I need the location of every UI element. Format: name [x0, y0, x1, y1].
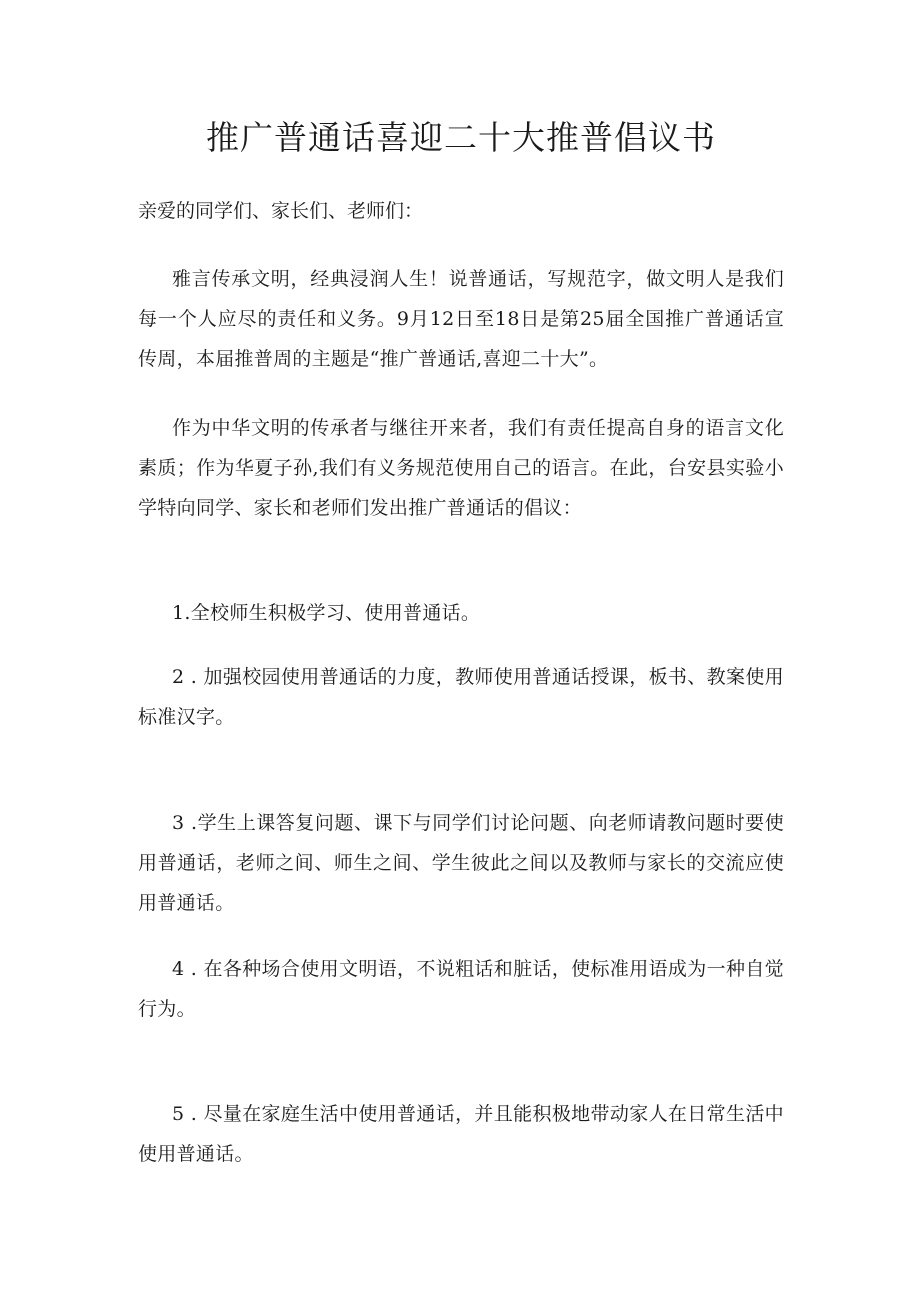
paragraph-responsibility: 作为中华文明的传承者与继往开来者，我们有责任提高自身的语言文化素质；作为华夏子孙,我们有义务规范使用自己的语言。在此，台安县实验小学特向同学、家长和老师们发出推广普通话的倡议： — [138, 417, 784, 519]
salutation: 亲爱的同学们、家长们、老师们： — [138, 200, 424, 222]
proposal-item-2: 2 . 加强校园使用普通话的力度，教师使用普通话授课，板书、教案使用标准汉字。 — [138, 666, 784, 728]
proposal-item-1: 1.全校师生积极学习、使用普通话。 — [172, 602, 481, 624]
paragraph-intro: 雅言传承文明，经典浸润人生！说普通话，写规范字，做文明人是我们每一个人应尽的责任和义务。9月12日至18日是第25届全国推广普通话宣传周，本届推普周的主题是“推广普通话,喜迎二十大”。 — [138, 268, 784, 370]
proposal-item-5: 5 . 尽量在家庭生活中使用普通话，并且能积极地带动家人在日常生活中使用普通话。 — [138, 1103, 784, 1165]
document-title: 推广普通话喜迎二十大推普倡议书 — [206, 118, 716, 157]
proposal-item-4: 4 . 在各种场合使用文明语，不说粗话和脏话，使标准用语成为一种自觉行为。 — [138, 958, 784, 1020]
proposal-item-3: 3 .学生上课答复问题、课下与同学们讨论问题、向老师请教问题时要使用普通话，老师之间、师生之间、学生彼此之间以及教师与家长的交流应使用普通话。 — [138, 812, 784, 914]
